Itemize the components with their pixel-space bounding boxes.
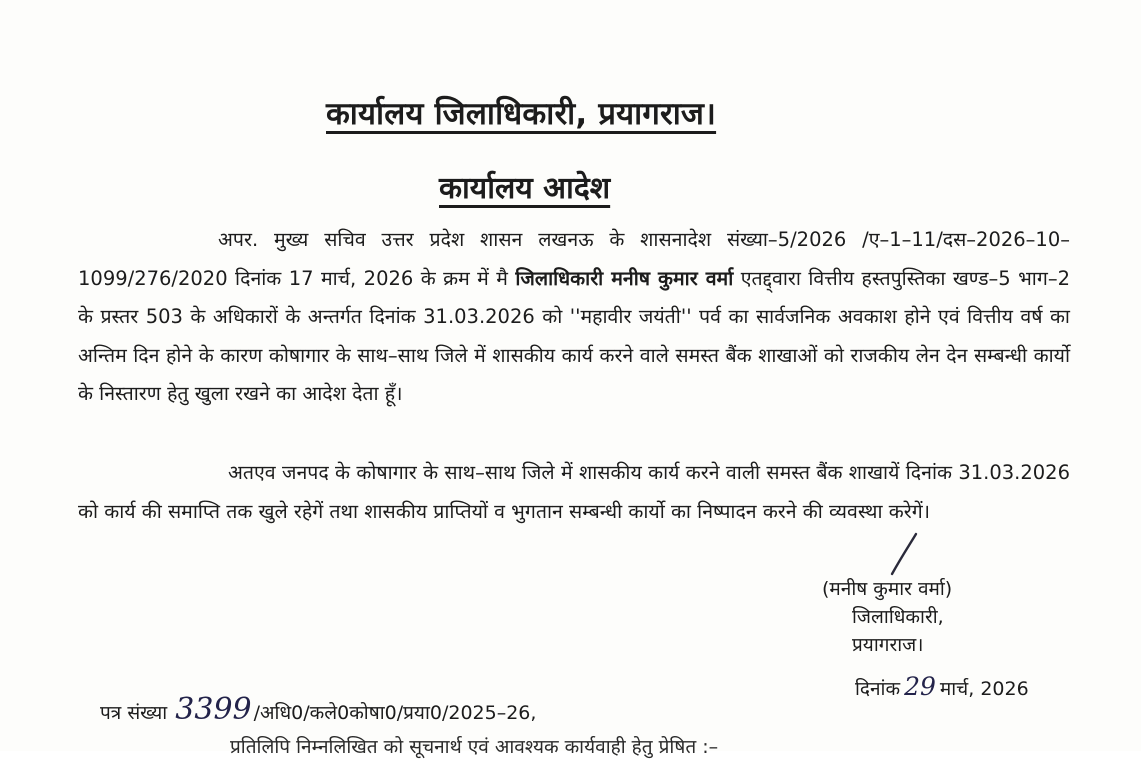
signature-block [822, 575, 952, 659]
signatory-designation: जिलाधिकारी, [852, 606, 944, 628]
order-paragraph-2 [78, 454, 1070, 531]
date-suffix: मार्च, 2026 [939, 678, 1029, 700]
reference-suffix: /अधि0/कले0कोषा0/प्रया0/2025–26, [253, 702, 537, 724]
signature-mark [872, 530, 922, 580]
reference-prefix: पत्र संख्या [100, 702, 168, 724]
paragraph-1-text-b: एतद्द्वारा वित्तीय हस्तपुस्तिका खण्ड–5 भाग–2 के प्रस्तर 503 के अधिकारों के अन्तर्गत दिनांक 31.03.2026 को ''महावीर जयंती'' पर्व का सार्वजनिक अवकाश होने एवं वित्तीय वर्ष का अन्तिम दिन होने के कारण कोषागार के साथ–साथ जिले में शासकीय कार्य करने वाले समस्त बैंक शाखाओं को राजकीय लेन देन सम्बन्धी कार्यो के निस्तारण हेतु खुला रखने का आदेश देता हूँ। [78, 266, 1070, 405]
date-day-handwritten: 29 [904, 672, 936, 701]
letter-reference [100, 692, 536, 727]
order-date [855, 672, 1029, 701]
order-title: कार्यालय आदेश [439, 171, 611, 206]
office-title: कार्यालय जिलाधिकारी, प्रयागराज। [326, 96, 717, 132]
signatory-place: प्रयागराज। [852, 634, 924, 656]
paragraph-1-text-a: अपर. मुख्य सचिव उत्तर प्रदेश शासन लखनऊ के शासनादेश संख्या–5/2026 /ए–1–11/दस–2026–10–1099/276/2020 दिनांक 17 मार्च, 2026 के क्रम में मै [78, 228, 1070, 290]
order-paragraph-1 [78, 221, 1070, 414]
reference-number-handwritten: 3399 [175, 692, 252, 727]
date-prefix: दिनांक [855, 678, 901, 700]
signatory-name: (मनीष कुमार वर्मा) [822, 578, 953, 600]
issuer-name: जिलाधिकारी मनीष कुमार वर्मा [515, 266, 734, 290]
paragraph-2-text: अतएव जनपद के कोषागार के साथ–साथ जिले में शासकीय कार्य करने वाली समस्त बैंक शाखायें दिनांक 31.03.2026 को कार्य की समाप्ति तक खुले रहेगें तथा शासकीय प्राप्तियों व भुगतान सम्बन्धी कार्यो का निष्पादन करने की व्यवस्था करेगें। [78, 461, 1070, 523]
copy-forward-line: प्रतिलिपि निम्नलिखित को सूचनार्थ एवं आवश्यक कार्यवाही हेतु प्रेषित :– [230, 736, 719, 758]
